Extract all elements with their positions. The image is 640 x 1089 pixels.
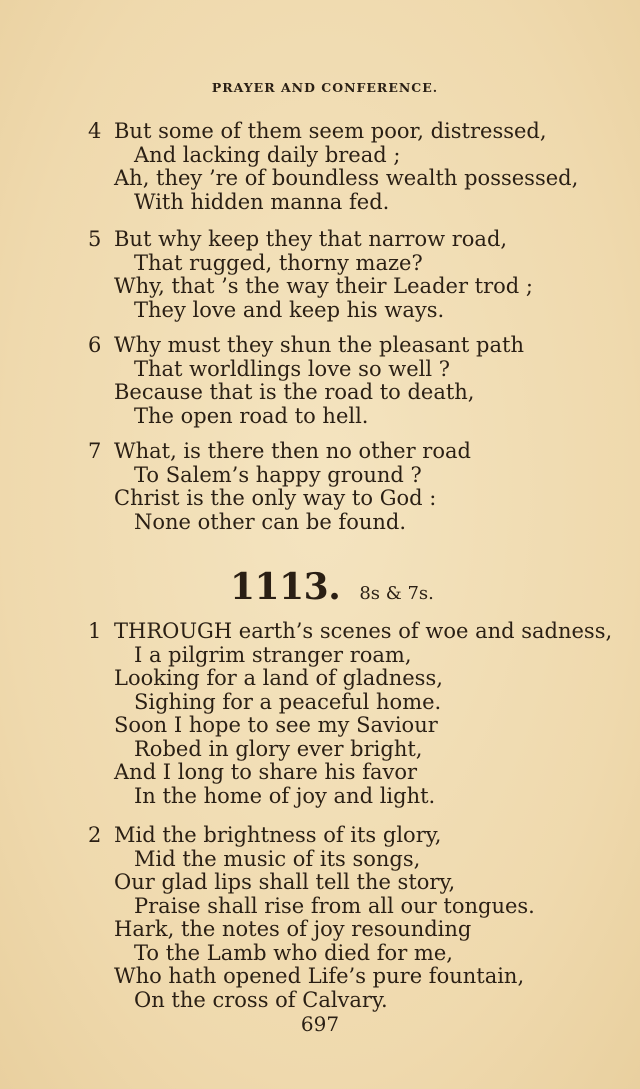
line-text: But some of them seem poor, distressed,: [114, 119, 547, 143]
stanza-line: [88, 120, 558, 144]
stanza-4: [88, 119, 579, 214]
stanza-line: And I long to share his favor: [114, 760, 418, 784]
stanza-line: With hidden manna fed.: [134, 189, 390, 214]
stanza-line: Soon I hope to see my Saviour: [114, 713, 438, 737]
stanza-line: [88, 619, 613, 644]
line-text: Mid the brightness of its glory,: [114, 823, 442, 847]
stanza-line: I a pilgrim stranger roam,: [134, 642, 412, 667]
stanza-number: 2: [88, 823, 102, 847]
stanza-5: [88, 228, 558, 322]
stanza-line: Christ is the only way to God :: [114, 486, 437, 510]
stanza-number: 4: [88, 119, 102, 143]
stanza-line: [88, 228, 558, 252]
hymn-1113-stanza-2: [88, 824, 558, 1012]
stanza-number: 7: [88, 439, 102, 463]
line-text: What, is there then no other road: [114, 439, 471, 463]
stanza-line: To Salem’s happy ground ?: [134, 462, 422, 487]
line-text: But why keep they that narrow road,: [114, 227, 508, 251]
stanza-line: They love and keep his ways.: [134, 297, 445, 322]
hymn-1113-stanza-1: [88, 619, 613, 808]
stanza-line: Sighing for a peaceful home.: [134, 689, 442, 714]
stanza-line: To the Lamb who died for me,: [134, 940, 453, 965]
page-number: 697: [300, 1012, 340, 1036]
hymn-number: 1113.: [230, 566, 341, 608]
stanza-line: Why, that ’s the way their Leader trod ;: [114, 274, 533, 298]
stanza-line: On the cross of Calvary.: [134, 987, 388, 1012]
stanza-line: And lacking daily bread ;: [134, 142, 401, 167]
stanza-line: Praise shall rise from all our tongues.: [134, 893, 535, 918]
stanza-line: That worldlings love so well ?: [134, 356, 451, 381]
stanza-number: 1: [88, 619, 102, 643]
stanza-line: [88, 824, 558, 848]
stanza-line: The open road to hell.: [134, 403, 369, 428]
stanza-number: 5: [88, 227, 102, 251]
running-header: PRAYER AND CONFERENCE.: [211, 80, 439, 95]
stanza-line: That rugged, thorny maze?: [134, 250, 423, 275]
stanza-line: Our glad lips shall tell the story,: [114, 870, 456, 894]
stanza-7: [88, 440, 558, 534]
stanza-line: Mid the music of its songs,: [134, 846, 421, 871]
stanza-line: Hark, the notes of joy resounding: [114, 917, 472, 941]
stanza-line: None other can be found.: [134, 509, 407, 534]
line-text: Why must they shun the pleasant path: [114, 333, 524, 357]
stanza-line: Ah, they ’re of boundless wealth possessed,: [114, 166, 579, 190]
stanza-line: Looking for a land of gladness,: [114, 666, 443, 690]
stanza-line: [88, 440, 558, 464]
stanza-6: [88, 334, 558, 428]
line-text: THROUGH earth’s scenes of woe and sadness,: [114, 619, 613, 643]
stanza-line: In the home of joy and light.: [134, 783, 436, 808]
stanza-line: Who hath opened Life’s pure fountain,: [114, 964, 525, 988]
stanza-line: [88, 334, 558, 358]
stanza-line: Because that is the road to death,: [114, 380, 475, 404]
hymn-heading: [230, 566, 434, 608]
hymn-meter: 8s & 7s.: [359, 583, 434, 604]
stanza-line: Robed in glory ever bright,: [134, 736, 423, 761]
stanza-number: 6: [88, 333, 102, 357]
